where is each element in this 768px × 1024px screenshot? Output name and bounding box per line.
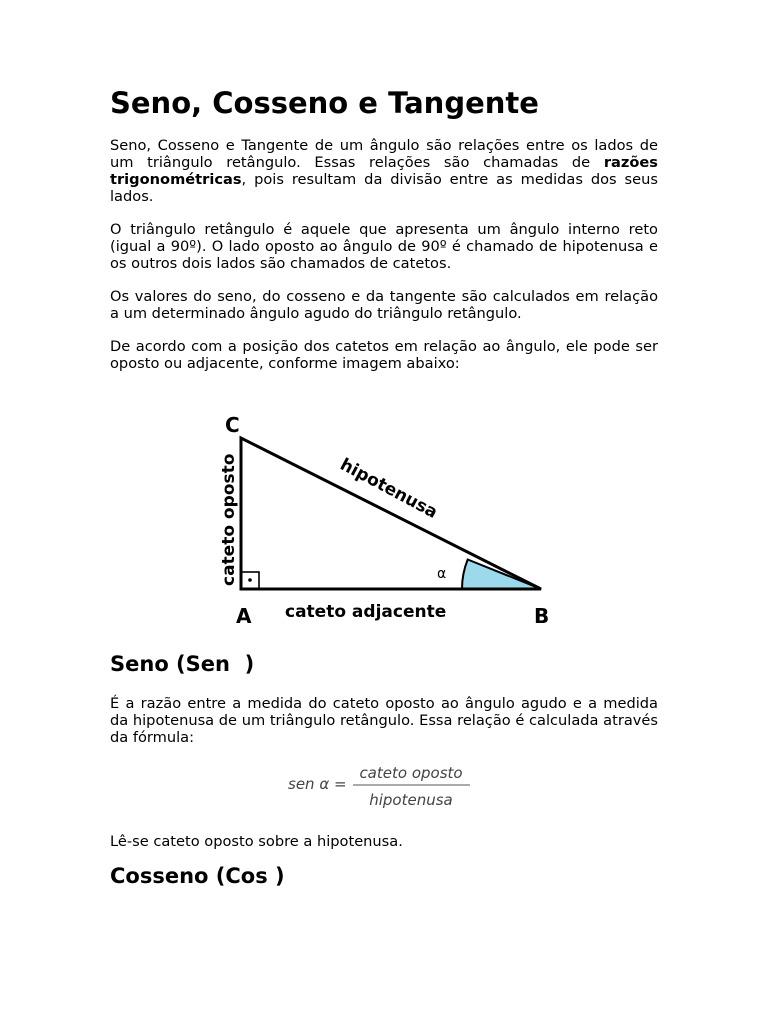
seno-reading: Lê-se cateto oposto sobre a hipotenusa. (110, 833, 403, 850)
vertex-c-label: C (225, 413, 240, 437)
cateto-oposto-label: cateto oposto (219, 453, 239, 586)
article-body (110, 84, 658, 890)
vertex-a-label: A (236, 604, 252, 628)
intro-bold-term: razões trigonométricas (110, 154, 658, 188)
intro-text-start: Seno, Cosseno e Tangente de um ângulo são relações entre os lados de um triângulo retângulo. Essas relações são chamadas de (110, 137, 658, 171)
formula-denominator: hipotenusa (369, 791, 453, 809)
paragraph-triangle-definition: O triângulo retângulo é aquele que apresenta um ângulo interno reto (igual a 90º). O lado oposto ao ângulo de 90º é chamado de hipotenusa e os outros dois lados são chamados de catetos. (110, 221, 658, 272)
alpha-symbol: α (437, 566, 447, 582)
formula-numerator: cateto oposto (359, 764, 463, 782)
intro-paragraph (110, 137, 658, 205)
paragraph-values: Os valores do seno, do cosseno e da tangente são calculados em relação a um determinado ângulo agudo do triângulo retângulo. (110, 288, 658, 322)
cateto-adjacente-label: cateto adjacente (285, 602, 447, 622)
page-title: Seno, Cosseno e Tangente (110, 86, 539, 120)
triangle-diagram (210, 392, 570, 650)
right-angle-dot (248, 578, 252, 582)
formula-lhs: sen α = (288, 775, 347, 793)
seno-definition: É a razão entre a medida do cateto oposto ao ângulo agudo e a medida da hipotenusa de um triângulo retângulo. Essa relação é calculada através da fórmula: (110, 695, 658, 746)
seno-formula-graphic (280, 760, 500, 820)
paragraph-catetos: De acordo com a posição dos catetos em relação ao ângulo, ele pode ser oposto ou adjacente, conforme imagem abaixo: (110, 338, 658, 372)
triangle-figure (110, 392, 658, 650)
seno-formula (110, 760, 658, 832)
intro-text-end: , pois resultam da divisão entre as medidas dos seus lados. (110, 171, 658, 205)
hipotenusa-label: hipotenusa (336, 454, 441, 523)
triangle-shape (241, 438, 541, 589)
vertex-b-label: B (534, 604, 550, 628)
seno-heading: Seno (Sen ) (110, 652, 255, 676)
cosseno-heading: Cosseno (Cos ) (110, 864, 285, 888)
